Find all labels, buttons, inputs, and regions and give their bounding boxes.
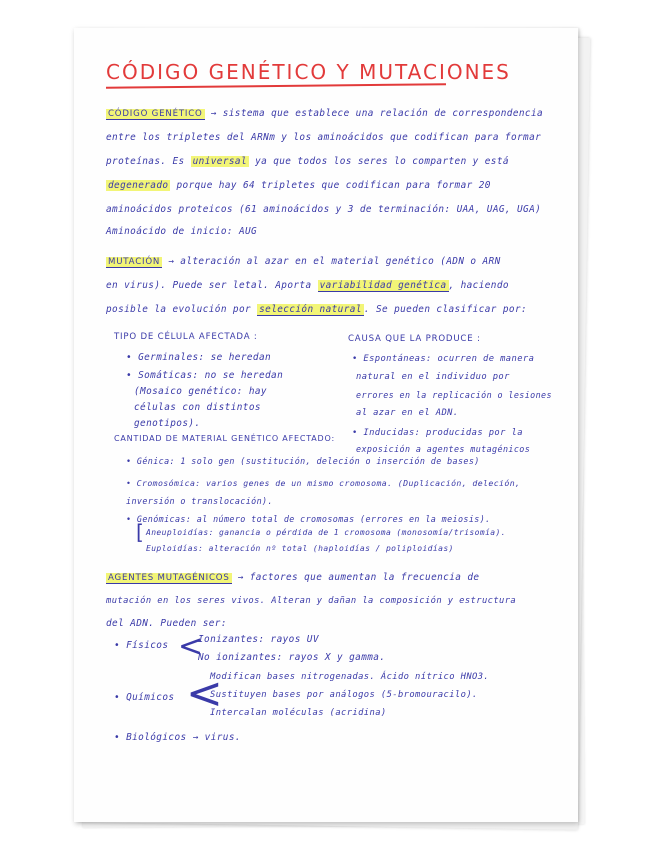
mutacion-line-3 bbox=[106, 304, 527, 315]
cantidad-item-6: Euploidías: alteración nº total (haploidías / poliploidías) bbox=[146, 544, 454, 553]
agentes-line-3: del ADN. Pueden ser: bbox=[106, 618, 227, 629]
tipo-celula-heading: TIPO DE CÉLULA AFECTADA : bbox=[114, 332, 258, 342]
mutacion-term: MUTACIÓN bbox=[108, 257, 161, 267]
page-title: CÓDIGO GENÉTICO Y MUTACIONES bbox=[106, 60, 511, 84]
quimicos-item-3: Intercalan moléculas (acridina) bbox=[210, 708, 387, 718]
codigo-line-2: entre los tripletes del ARNm y los aminoácidos que codifican para formar bbox=[106, 132, 542, 143]
codigo-line-5: aminoácidos proteicos (61 aminoácidos y 3 de terminación: UAA, UAG, UGA) bbox=[106, 204, 542, 215]
quimicos-item-2: Sustituyen bases por análogos (5-bromouracilo). bbox=[210, 690, 478, 700]
mutacion-line-3b: . Se pueden clasificar por: bbox=[363, 304, 528, 315]
cantidad-item-5: Aneuploidías: ganancia o pérdida de 1 cromosoma (monosomía/trisomía). bbox=[146, 528, 506, 537]
cantidad-item-2: • Cromosómica: varios genes de un mismo cromosoma. (Duplicación, deleción, bbox=[126, 478, 521, 488]
quimicos-label: • Químicos bbox=[114, 692, 175, 703]
codigo-line-3 bbox=[106, 156, 509, 167]
biologicos-item: • Biológicos → virus. bbox=[114, 732, 241, 743]
cantidad-heading: CANTIDAD DE MATERIAL GENÉTICO AFECTADO: bbox=[114, 434, 335, 443]
codigo-def-1: → sistema que establece una relación de correspondencia bbox=[210, 108, 544, 119]
title-underline bbox=[106, 83, 446, 89]
causa-heading: CAUSA QUE LA PRODUCE : bbox=[348, 334, 481, 344]
causa-item-5: • Inducidas: producidas por la bbox=[352, 428, 523, 438]
codigo-line-1 bbox=[106, 108, 543, 119]
mutacion-line-3a: posible la evolución por bbox=[106, 304, 252, 315]
agentes-line-1 bbox=[106, 572, 479, 583]
codigo-line-4b: porque hay 64 tripletes que codifican para formar 20 bbox=[176, 180, 491, 191]
highlight-degenerado: degenerado bbox=[108, 180, 169, 191]
mutacion-line-2 bbox=[106, 280, 509, 291]
notebook-page bbox=[74, 28, 578, 822]
cantidad-item-1: • Génica: 1 solo gen (sustitución, deleción o inserción de bases) bbox=[126, 456, 480, 466]
cantidad-item-3: inversión o translocación). bbox=[126, 496, 273, 506]
codigo-line-4 bbox=[106, 180, 491, 191]
mutacion-line-1 bbox=[106, 256, 501, 267]
codigo-line-3a: proteínas. Es bbox=[106, 156, 185, 167]
causa-item-3: errores en la replicación o lesiones bbox=[356, 390, 552, 400]
codigo-line-6: Aminoácido de inicio: AUG bbox=[106, 226, 258, 237]
agentes-term: AGENTES MUTAGÉNICOS bbox=[108, 573, 230, 583]
tipo-item-3: (Mosaico genético: hay bbox=[134, 386, 267, 397]
codigo-line-3b: ya que todos los seres lo comparten y está bbox=[255, 156, 509, 167]
causa-item-1: • Espontáneas: ocurren de manera bbox=[352, 354, 535, 364]
mutacion-line-2b: , haciendo bbox=[448, 280, 509, 291]
genomicas-brace: [ bbox=[136, 520, 144, 544]
codigo-term: CÓDIGO GENÉTICO bbox=[108, 109, 203, 119]
quimicos-item-1: Modifican bases nitrogenadas. Ácido nítrico HNO3. bbox=[210, 672, 490, 682]
agentes-line-2: mutación en los seres vivos. Alteran y dañan la composición y estructura bbox=[106, 596, 517, 606]
fisicos-brace: < bbox=[178, 629, 204, 664]
fisicos-item-1: Ionizantes: rayos UV bbox=[198, 634, 319, 645]
fisicos-label: • Físicos bbox=[114, 640, 169, 651]
causa-item-4: al azar en el ADN. bbox=[356, 408, 459, 418]
highlight-seleccion: selección natural bbox=[259, 304, 362, 315]
mutacion-def-1: → alteración al azar en el material genético (ADN o ARN bbox=[168, 256, 501, 267]
fisicos-item-2: No ionizantes: rayos X y gamma. bbox=[198, 652, 386, 663]
causa-item-6: exposición a agentes mutagénicos bbox=[356, 444, 531, 454]
tipo-item-1: • Germinales: se heredan bbox=[126, 352, 272, 363]
highlight-variabilidad: variabilidad genética bbox=[319, 280, 447, 291]
tipo-item-4: células con distintos bbox=[134, 402, 261, 413]
cantidad-item-4: • Genómicas: al número total de cromosomas (errores en la meiosis). bbox=[126, 514, 491, 524]
causa-item-2: natural en el individuo por bbox=[356, 372, 510, 382]
agentes-def-1: → factores que aumentan la frecuencia de bbox=[237, 572, 480, 583]
quimicos-brace: < bbox=[186, 668, 223, 719]
mutacion-line-2a: en virus). Puede ser letal. Aporta bbox=[106, 280, 312, 291]
highlight-universal: universal bbox=[192, 156, 248, 167]
tipo-item-5: genotipos). bbox=[134, 418, 201, 429]
tipo-item-2: • Somáticas: no se heredan bbox=[126, 370, 284, 381]
